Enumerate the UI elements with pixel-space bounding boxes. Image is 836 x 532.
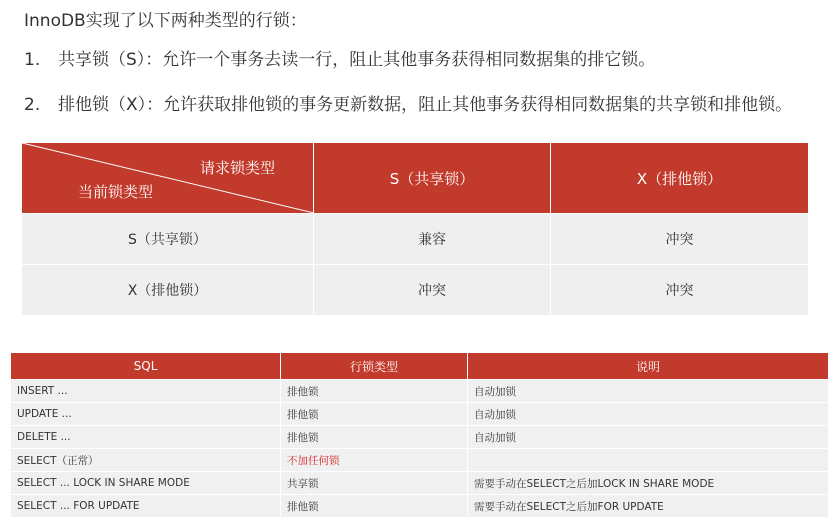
matrix-cell: 冲突	[551, 214, 809, 265]
lock-type: 共享锁	[281, 472, 468, 495]
lock-note: 需要手动在SELECT之后加FOR UPDATE	[468, 495, 829, 518]
matrix-row-label: S（共享锁）	[22, 214, 314, 265]
matrix-row	[22, 265, 809, 316]
lock-note: 需要手动在SELECT之后加LOCK IN SHARE MODE	[468, 472, 829, 495]
corner-label-current: 当前锁类型	[78, 183, 154, 201]
point-number: 2.	[24, 95, 41, 115]
intro-title: InnoDB实现了以下两种类型的行锁：	[24, 11, 307, 31]
lock-note: 自动加锁	[468, 426, 829, 449]
lock-note	[468, 449, 829, 472]
lock-type: 排他锁	[281, 426, 468, 449]
sql-statement: SELECT ... FOR UPDATE	[11, 495, 281, 518]
lock-note: 自动加锁	[468, 380, 829, 403]
sql-column-header: 说明	[468, 353, 829, 380]
table-row	[11, 426, 829, 449]
sql-statement: SELECT（正常）	[11, 449, 281, 472]
sql-statement: SELECT ... LOCK IN SHARE MODE	[11, 472, 281, 495]
point-shared-lock	[24, 45, 655, 70]
matrix-cell: 冲突	[551, 265, 809, 316]
lock-note: 自动加锁	[468, 403, 829, 426]
sql-column-header: SQL	[11, 353, 281, 380]
matrix-column-header: S（共享锁）	[314, 143, 551, 214]
matrix-cell: 冲突	[314, 265, 551, 316]
point-exclusive-lock	[24, 90, 792, 115]
sql-statement: UPDATE ...	[11, 403, 281, 426]
table-row	[11, 403, 829, 426]
matrix-cell: 兼容	[314, 214, 551, 265]
matrix-corner-cell	[22, 143, 314, 214]
table-row	[11, 495, 829, 518]
sql-lock-table	[10, 352, 829, 518]
matrix-row	[22, 214, 809, 265]
lock-type: 排他锁	[281, 380, 468, 403]
sql-column-header: 行锁类型	[281, 353, 468, 380]
table-row	[11, 449, 829, 472]
lock-compatibility-matrix	[21, 142, 809, 316]
sql-statement: INSERT ...	[11, 380, 281, 403]
lock-type: 排他锁	[281, 403, 468, 426]
matrix-row-label: X（排他锁）	[22, 265, 314, 316]
table-row	[11, 380, 829, 403]
table-row	[11, 472, 829, 495]
diagonal-line	[22, 143, 314, 213]
point-number: 1.	[24, 50, 41, 70]
lock-type: 排他锁	[281, 495, 468, 518]
point-text: 排他锁（X）：允许获取排他锁的事务更新数据，阻止其他事务获得相同数据集的共享锁和排他锁。	[58, 95, 793, 115]
lock-type: 不加任何锁	[281, 449, 468, 472]
sql-statement: DELETE ...	[11, 426, 281, 449]
corner-label-request: 请求锁类型	[199, 159, 275, 177]
point-text: 共享锁（S）：允许一个事务去读一行，阻止其他事务获得相同数据集的排它锁。	[58, 50, 656, 70]
matrix-column-header: X（排他锁）	[551, 143, 809, 214]
